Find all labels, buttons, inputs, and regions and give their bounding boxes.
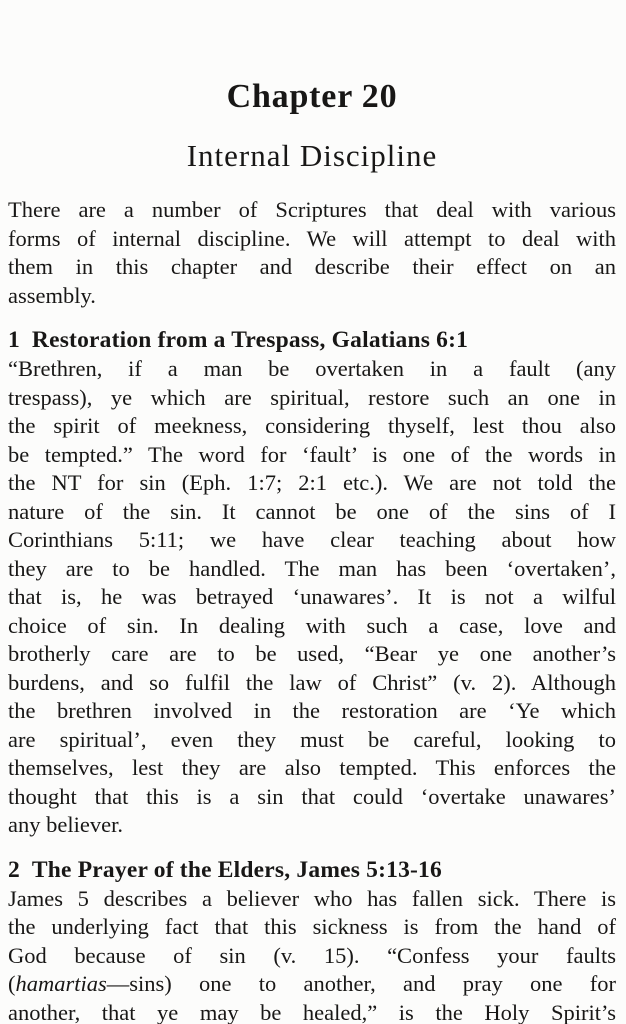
text-line: brotherly care are to be used, “Bear ye one another’s	[8, 641, 616, 666]
chapter-subtitle: Internal Discipline	[186, 138, 438, 173]
text-line: the spirit of meekness, considering thyself, lest thou also	[8, 413, 616, 438]
section-heading: 2 The Prayer of the Elders, James 5:13-16	[8, 856, 442, 883]
paragraph	[8, 885, 616, 1024]
text-line: burdens, and so fulfil the law of Christ” (v. 2). Although	[8, 669, 616, 695]
text-line: James 5 describes a believer who has fallen sick. There is	[8, 885, 616, 911]
text-line: them in this chapter and describe their effect on an	[8, 254, 616, 279]
text-line: themselves, lest they are also tempted. This enforces the	[8, 755, 616, 780]
text-line: be tempted.” The word for ‘fault’ is one of the words in	[8, 441, 616, 467]
text-line: assembly.	[8, 282, 96, 308]
paragraph	[8, 196, 616, 310]
text-line: (hamartias—sins) one to another, and pray one for	[8, 971, 616, 996]
text-line: Corinthians 5:11; we have clear teaching about how	[8, 527, 616, 552]
text-line: forms of internal discipline. We will attempt to deal with	[8, 225, 616, 251]
text-line: they are to be handled. The man has been ‘overtaken’,	[8, 555, 616, 581]
chapter-heading: Chapter 20	[226, 78, 398, 115]
paragraph	[8, 355, 616, 840]
text-line: trespass), ye which are spiritual, restore such an one in	[8, 384, 616, 410]
text-line: nature of the sin. It cannot be one of the sins of I	[8, 498, 616, 524]
text-line: thought that this is a sin that could ‘overtake unawares’	[8, 783, 616, 809]
text-line: God because of sin (v. 15). “Confess your faults	[8, 942, 616, 968]
text-line: “Brethren, if a man be overtaken in a fault (any	[8, 356, 616, 381]
text-line: the brethren involved in the restoration are ‘Ye which	[8, 698, 616, 723]
section-heading: 1 Restoration from a Trespass, Galatians 6:1	[8, 327, 469, 353]
text-line: choice of sin. In dealing with such a case, love and	[8, 612, 616, 638]
text-line: the underlying fact that this sickness is from the hand of	[8, 914, 616, 939]
text-line: There are a number of Scriptures that deal with various	[8, 197, 616, 222]
text-line: are spiritual’, even they must be careful, looking to	[8, 726, 616, 752]
text-line: that is, he was betrayed ‘unawares’. It is not a wilful	[8, 584, 616, 609]
page-body	[8, 196, 616, 1024]
text-line: any believer.	[8, 812, 123, 837]
text-line: the NT for sin (Eph. 1:7; 2:1 etc.). We are not told the	[8, 470, 616, 495]
text-line: another, that ye may be healed,” is the Holy Spirit’s	[8, 999, 616, 1024]
